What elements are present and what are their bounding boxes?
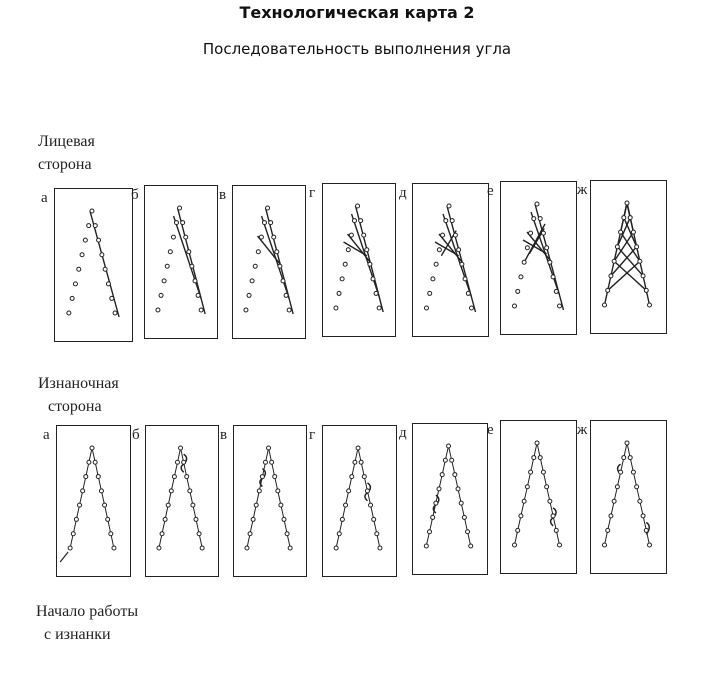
hole-dot bbox=[247, 293, 251, 297]
hole-dot bbox=[622, 456, 626, 460]
hole-dot bbox=[538, 456, 542, 460]
stitch-panel-front-7 bbox=[590, 180, 667, 334]
hole-dot bbox=[178, 206, 182, 210]
hole-dot bbox=[609, 514, 613, 518]
hole-dot bbox=[356, 446, 360, 450]
hole-dot bbox=[269, 221, 273, 225]
hole-dot bbox=[525, 485, 529, 489]
hole-dot bbox=[466, 291, 470, 295]
hole-dots bbox=[157, 446, 204, 550]
hole-dot bbox=[350, 475, 354, 479]
hole-dot bbox=[551, 275, 555, 279]
hole-dot bbox=[90, 209, 94, 213]
hole-dot bbox=[513, 304, 517, 308]
hole-dot bbox=[103, 503, 107, 507]
hole-dot bbox=[97, 238, 101, 242]
hole-dot bbox=[440, 473, 444, 477]
thread-lines bbox=[523, 204, 564, 310]
hole-dot bbox=[254, 503, 258, 507]
hole-dot bbox=[460, 262, 464, 266]
hole-dot bbox=[251, 517, 255, 521]
hole-dot bbox=[244, 308, 248, 312]
thread-lines bbox=[336, 448, 380, 548]
hole-dots bbox=[603, 201, 652, 307]
hole-dot bbox=[185, 475, 189, 479]
thread-lines bbox=[605, 203, 650, 305]
hole-dot bbox=[362, 475, 366, 479]
back-side-label bbox=[38, 372, 119, 418]
stitch-panel-back-4 bbox=[322, 425, 397, 577]
hole-dot bbox=[169, 489, 173, 493]
hole-dot bbox=[77, 267, 81, 271]
hole-dot bbox=[375, 532, 379, 536]
hole-dot bbox=[250, 279, 254, 283]
panel-letter-front-1: а bbox=[41, 190, 48, 206]
stitch-panel-front-1 bbox=[54, 188, 133, 342]
hole-dots bbox=[424, 444, 472, 548]
hole-dot bbox=[428, 291, 432, 295]
hole-dot bbox=[554, 289, 558, 293]
hole-dot bbox=[603, 543, 607, 547]
thread-lines bbox=[426, 446, 470, 546]
hole-dot bbox=[74, 517, 78, 521]
hole-dot bbox=[625, 441, 629, 445]
hole-dot bbox=[606, 288, 610, 292]
hole-dot bbox=[513, 543, 517, 547]
hole-dot bbox=[263, 460, 267, 464]
stitch-diagram-back-4 bbox=[323, 426, 396, 576]
hole-dot bbox=[443, 458, 447, 462]
hole-dot bbox=[266, 206, 270, 210]
hole-dot bbox=[73, 282, 77, 286]
hole-dot bbox=[182, 460, 186, 464]
page-subtitle: Последовательность выполнения угла bbox=[202, 40, 512, 58]
hole-dot bbox=[558, 304, 562, 308]
hole-dot bbox=[257, 489, 261, 493]
hole-dot bbox=[519, 514, 523, 518]
hole-dot bbox=[99, 489, 103, 493]
stitch-diagram-front-6 bbox=[501, 182, 576, 334]
hole-dot bbox=[615, 245, 619, 249]
hole-dot bbox=[434, 501, 438, 505]
hole-dot bbox=[87, 460, 91, 464]
hole-dot bbox=[200, 546, 204, 550]
hole-dot bbox=[453, 233, 457, 237]
stitch-panel-back-3 bbox=[233, 425, 307, 577]
hole-dot bbox=[431, 277, 435, 281]
hole-dot bbox=[470, 306, 474, 310]
hole-dot bbox=[522, 260, 526, 264]
hole-dot bbox=[190, 264, 194, 268]
start-note bbox=[36, 600, 138, 646]
hole-dot bbox=[532, 456, 536, 460]
front-label-line1: Лицевая bbox=[38, 133, 95, 150]
hole-dot bbox=[165, 264, 169, 268]
hole-dot bbox=[90, 446, 94, 450]
hole-dot bbox=[259, 235, 263, 239]
stitch-panel-front-3 bbox=[232, 185, 306, 339]
hole-dot bbox=[112, 546, 116, 550]
hole-dot bbox=[609, 274, 613, 278]
stitch-panel-back-2 bbox=[145, 425, 219, 577]
hole-dot bbox=[179, 446, 183, 450]
hole-dot bbox=[337, 532, 341, 536]
stitch-diagram-back-2 bbox=[146, 426, 218, 576]
hole-dot bbox=[424, 544, 428, 548]
hole-dot bbox=[181, 221, 185, 225]
hole-dot bbox=[68, 546, 72, 550]
hole-dot bbox=[603, 303, 607, 307]
hole-dot bbox=[83, 238, 87, 242]
hole-dot bbox=[260, 475, 264, 479]
hole-dot bbox=[365, 489, 369, 493]
hole-dot bbox=[450, 219, 454, 223]
page-title: Технологическая карта 2 bbox=[239, 3, 475, 22]
hole-dot bbox=[434, 262, 438, 266]
hole-dot bbox=[67, 311, 71, 315]
stitch-diagram-back-6 bbox=[501, 421, 576, 573]
hole-dot bbox=[529, 470, 533, 474]
hole-dots bbox=[245, 446, 292, 550]
hole-dot bbox=[113, 311, 117, 315]
hole-dot bbox=[545, 246, 549, 250]
hole-dot bbox=[199, 308, 203, 312]
hole-dot bbox=[457, 248, 461, 252]
hole-dots bbox=[68, 446, 116, 550]
front-side-label bbox=[38, 130, 95, 176]
thread-lines bbox=[247, 448, 290, 548]
thread-lines bbox=[344, 206, 384, 312]
stitch-panel-front-2 bbox=[144, 185, 218, 339]
hole-dots bbox=[334, 204, 381, 310]
hole-dot bbox=[284, 293, 288, 297]
hole-dot bbox=[187, 250, 191, 254]
hole-dot bbox=[174, 221, 178, 225]
stitch-diagram-back-7 bbox=[591, 421, 666, 573]
hole-dot bbox=[287, 308, 291, 312]
hole-dot bbox=[529, 231, 533, 235]
hole-dot bbox=[340, 277, 344, 281]
hole-dots bbox=[244, 206, 291, 312]
hole-dot bbox=[372, 517, 376, 521]
hole-dot bbox=[106, 517, 110, 521]
hole-dot bbox=[196, 293, 200, 297]
hole-dots bbox=[513, 202, 562, 308]
hole-dot bbox=[519, 275, 523, 279]
hole-dot bbox=[346, 248, 350, 252]
hole-dots bbox=[425, 204, 474, 310]
stitch-panel-back-1 bbox=[56, 425, 131, 577]
hole-dots bbox=[334, 446, 382, 550]
hole-dot bbox=[188, 489, 192, 493]
thread-lines bbox=[515, 443, 560, 545]
hole-dots bbox=[513, 441, 562, 547]
hole-dot bbox=[278, 264, 282, 268]
hole-dots bbox=[156, 206, 203, 312]
stitch-panel-back-7 bbox=[590, 420, 667, 574]
hole-dot bbox=[248, 532, 252, 536]
panel-letter-front-3: в bbox=[219, 187, 227, 203]
hole-dot bbox=[469, 544, 473, 548]
hole-dot bbox=[371, 277, 375, 281]
hole-dot bbox=[344, 503, 348, 507]
hole-dot bbox=[648, 543, 652, 547]
hole-dot bbox=[337, 291, 341, 295]
hole-dot bbox=[541, 231, 545, 235]
hole-dot bbox=[522, 499, 526, 503]
hole-dot bbox=[171, 235, 175, 239]
hole-dot bbox=[93, 224, 97, 228]
hole-dot bbox=[619, 230, 623, 234]
hole-dot bbox=[281, 279, 285, 283]
panel-letter-back-3: в bbox=[220, 427, 228, 443]
hole-dot bbox=[437, 487, 441, 491]
hole-dot bbox=[267, 446, 271, 450]
hole-dot bbox=[110, 296, 114, 300]
start-note-line1: Начало работы bbox=[36, 603, 139, 620]
hole-dot bbox=[535, 441, 539, 445]
hole-dot bbox=[359, 219, 363, 223]
hole-dot bbox=[437, 248, 441, 252]
hole-dot bbox=[631, 230, 635, 234]
hole-dot bbox=[635, 485, 639, 489]
hole-dot bbox=[463, 277, 467, 281]
stitch-panel-front-4 bbox=[322, 183, 396, 337]
panel-letter-front-2: б bbox=[131, 187, 139, 203]
panel-letter-front-6: е bbox=[487, 183, 494, 199]
hole-dot bbox=[272, 235, 276, 239]
hole-dot bbox=[466, 530, 470, 534]
panel-letter-back-2: б bbox=[132, 427, 140, 443]
hole-dot bbox=[362, 233, 366, 237]
hole-dot bbox=[191, 503, 195, 507]
hole-dot bbox=[100, 253, 104, 257]
hole-dot bbox=[516, 528, 520, 532]
hole-dot bbox=[532, 217, 536, 221]
hole-dot bbox=[554, 528, 558, 532]
hole-dot bbox=[172, 475, 176, 479]
hole-dot bbox=[378, 546, 382, 550]
hole-dot bbox=[168, 250, 172, 254]
hole-dot bbox=[612, 259, 616, 263]
hole-dot bbox=[548, 499, 552, 503]
hole-dots bbox=[67, 209, 117, 315]
panel-letter-front-4: г bbox=[309, 185, 316, 201]
hole-dot bbox=[334, 306, 338, 310]
hole-dot bbox=[288, 546, 292, 550]
hole-dot bbox=[84, 475, 88, 479]
panel-letter-back-6: е bbox=[487, 422, 494, 438]
hole-dot bbox=[427, 530, 431, 534]
hole-dot bbox=[96, 475, 100, 479]
hole-dot bbox=[275, 250, 279, 254]
hole-dot bbox=[163, 517, 167, 521]
hole-dot bbox=[347, 489, 351, 493]
stitch-diagram-front-5 bbox=[413, 184, 488, 336]
stitch-panel-back-5 bbox=[412, 423, 488, 575]
panel-letter-front-7: ж bbox=[577, 182, 588, 198]
hole-dot bbox=[545, 485, 549, 489]
hole-dot bbox=[450, 458, 454, 462]
hole-dot bbox=[535, 202, 539, 206]
hole-dot bbox=[279, 503, 283, 507]
hole-dot bbox=[638, 499, 642, 503]
hole-dot bbox=[106, 282, 110, 286]
hole-dot bbox=[615, 485, 619, 489]
back-label-line1: Изнаночная bbox=[38, 375, 119, 392]
hole-dot bbox=[447, 204, 451, 208]
hole-dot bbox=[641, 274, 645, 278]
hole-dot bbox=[622, 216, 626, 220]
hole-dot bbox=[160, 532, 164, 536]
stitch-panel-front-6 bbox=[500, 181, 577, 335]
hole-dot bbox=[80, 253, 84, 257]
hole-dot bbox=[285, 532, 289, 536]
hole-dot bbox=[638, 259, 642, 263]
stitch-diagram-back-1 bbox=[57, 426, 130, 576]
hole-dot bbox=[635, 245, 639, 249]
hole-dot bbox=[245, 546, 249, 550]
hole-dot bbox=[340, 517, 344, 521]
hole-dot bbox=[356, 204, 360, 208]
hole-dot bbox=[453, 473, 457, 477]
hole-dot bbox=[87, 224, 91, 228]
hole-dot bbox=[374, 291, 378, 295]
thread-lines bbox=[435, 206, 476, 312]
start-note-line2: с изнанки bbox=[44, 626, 111, 643]
panel-letter-back-1: а bbox=[43, 427, 50, 443]
stitch-diagram-back-3 bbox=[234, 426, 306, 576]
hole-dot bbox=[70, 296, 74, 300]
thread-lines bbox=[605, 443, 650, 545]
hole-dot bbox=[441, 233, 445, 237]
stitch-diagram-front-2 bbox=[145, 186, 217, 338]
hole-dot bbox=[462, 515, 466, 519]
hole-dot bbox=[166, 503, 170, 507]
hole-dot bbox=[270, 460, 274, 464]
hole-dot bbox=[628, 216, 632, 220]
hole-dot bbox=[369, 503, 373, 507]
hole-dot bbox=[156, 308, 160, 312]
hole-dot bbox=[425, 306, 429, 310]
hole-dot bbox=[162, 279, 166, 283]
thread-lines bbox=[159, 448, 202, 548]
hole-dots bbox=[603, 441, 652, 547]
hole-dot bbox=[644, 528, 648, 532]
stitch-diagram-front-3 bbox=[233, 186, 305, 338]
hole-dot bbox=[631, 470, 635, 474]
hole-dot bbox=[93, 460, 97, 464]
back-label-line2: сторона bbox=[48, 398, 102, 415]
hole-dot bbox=[641, 514, 645, 518]
hole-dot bbox=[71, 532, 75, 536]
hole-dot bbox=[343, 262, 347, 266]
hole-dot bbox=[349, 233, 353, 237]
hole-dot bbox=[273, 475, 277, 479]
hole-dot bbox=[359, 460, 363, 464]
hole-dot bbox=[334, 546, 338, 550]
hole-dot bbox=[276, 489, 280, 493]
panel-letter-front-5: д bbox=[399, 185, 407, 201]
hole-dot bbox=[157, 546, 161, 550]
hole-dot bbox=[548, 260, 552, 264]
hole-dot bbox=[368, 262, 372, 266]
hole-dot bbox=[365, 248, 369, 252]
hole-dot bbox=[644, 288, 648, 292]
panel-letter-back-5: д bbox=[399, 425, 407, 441]
stitch-diagram-back-5 bbox=[413, 424, 487, 574]
panel-letter-back-4: г bbox=[309, 427, 316, 443]
hole-dot bbox=[352, 219, 356, 223]
hole-dot bbox=[516, 289, 520, 293]
stitch-panel-back-6 bbox=[500, 420, 577, 574]
hole-dot bbox=[194, 517, 198, 521]
hole-dot bbox=[612, 499, 616, 503]
hole-dot bbox=[606, 528, 610, 532]
hole-dot bbox=[648, 303, 652, 307]
stitch-diagram-front-4 bbox=[323, 184, 395, 336]
hole-dot bbox=[538, 217, 542, 221]
hole-dot bbox=[282, 517, 286, 521]
hole-dot bbox=[525, 246, 529, 250]
hole-dot bbox=[551, 514, 555, 518]
hole-dot bbox=[81, 489, 85, 493]
hole-dot bbox=[459, 501, 463, 505]
stitch-diagram-front-7 bbox=[591, 181, 666, 333]
hole-dot bbox=[447, 444, 451, 448]
hole-dot bbox=[431, 515, 435, 519]
hole-dot bbox=[262, 221, 266, 225]
stitch-panel-front-5 bbox=[412, 183, 489, 337]
hole-dot bbox=[253, 264, 257, 268]
hole-dot bbox=[619, 470, 623, 474]
hole-dot bbox=[541, 470, 545, 474]
hole-dot bbox=[628, 456, 632, 460]
hole-dot bbox=[109, 532, 113, 536]
hole-dot bbox=[625, 201, 629, 205]
hole-dot bbox=[377, 306, 381, 310]
hole-dot bbox=[103, 267, 107, 271]
hole-dot bbox=[159, 293, 163, 297]
hole-dot bbox=[184, 235, 188, 239]
hole-dot bbox=[197, 532, 201, 536]
panel-letter-back-7: ж bbox=[577, 422, 588, 438]
hole-dot bbox=[78, 503, 82, 507]
hole-dot bbox=[456, 487, 460, 491]
hole-dot bbox=[444, 219, 448, 223]
stitch-diagram-front-1 bbox=[55, 189, 132, 341]
hole-dot bbox=[353, 460, 357, 464]
hole-dot bbox=[175, 460, 179, 464]
front-label-line2: сторона bbox=[38, 156, 92, 173]
hole-dot bbox=[193, 279, 197, 283]
hole-dot bbox=[256, 250, 260, 254]
hole-dot bbox=[558, 543, 562, 547]
